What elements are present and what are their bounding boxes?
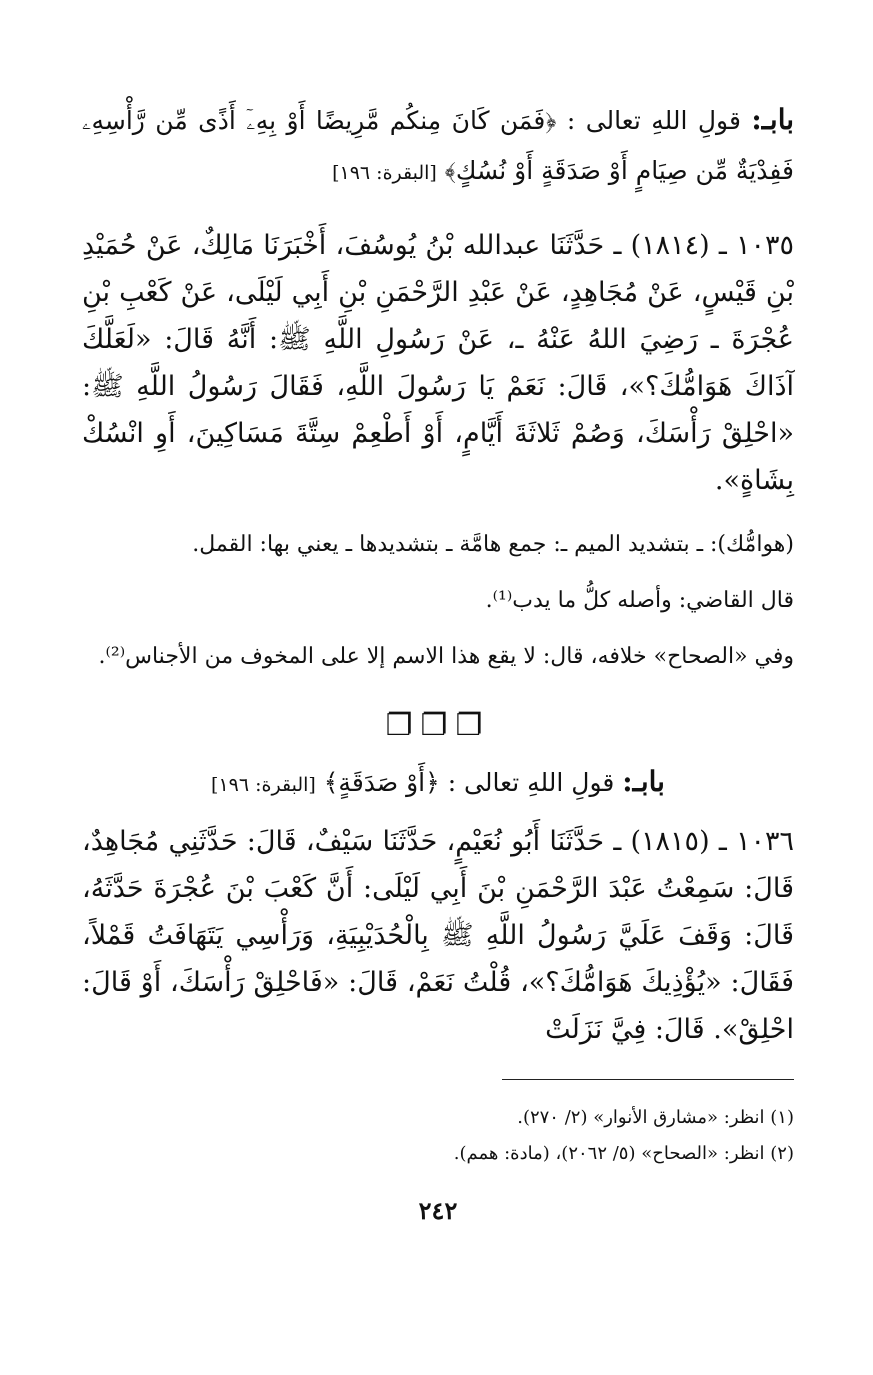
hadith-1036: ١٠٣٦ ـ (١٨١٥) ـ حَدَّثَنَا أَبُو نُعَيْمٍ، حَدَّثَنَا سَيْفٌ، قَالَ: حَدَّثَنِي مُجَاهِدٌ، قَالَ: سَمِعْتُ عَبْدَ الرَّحْمَنِ بْنَ أَبِي لَيْلَى: أَنَّ كَعْبَ بْنَ عُجْرَةَ حَدَّثَهُ، قَالَ: وَقَفَ عَلَيَّ رَسُولُ اللَّهِ ﷺ بِالْحُدَيْبِيَةِ، وَرَأْسِي يَتَهَافَتُ قَمْلاً، فَقَالَ: «يُؤْذِيكَ هَوَامُّكَ؟»، قُلْتُ نَعَمْ، قَالَ: «فَاحْلِقْ رَأْسَكَ، أَوْ قَالَ: احْلِقْ». قَالَ: فِيَّ نَزَلَتْ (82, 826, 795, 1045)
footnote-2: (٢) انظر: «الصحاح» (٥/ ٢٠٦٢)، (مادة: همم). (453, 1143, 794, 1164)
footnotes (82, 1100, 794, 1172)
note-sihah: وفي «الصحاح» خلافه، قال: لا يقع هذا الاسم إلا على المخوف من الأجناس⁽²⁾. (98, 644, 794, 669)
chapter-label: بابـ: (622, 765, 665, 798)
chapter-heading-1 (82, 95, 794, 198)
page-number: ٢٤٢ (418, 1196, 458, 1225)
chapter-label: بابـ: (751, 103, 795, 136)
verse-reference: [البقرة: ١٩٦] (211, 774, 316, 796)
quran-verse: ﴿فَمَن كَانَ مِنكُم مَّرِيضًا أَوْ بِهِۦٓ أَذًى مِّن رَّأْسِهِۦ فَفِدْيَةٌ مِّن صِيَامٍ أَوْ صَدَقَةٍ أَوْ نُسُكٍ﴾ (82, 106, 794, 185)
hadith-1035: ١٠٣٥ ـ (١٨١٤) ـ حَدَّثَنَا عبدالله بْنُ يُوسُفَ، أَخْبَرَنَا مَالِكٌ، عَنْ حُمَيْدِ بْنِ قَيْسٍ، عَنْ مُجَاهِدٍ، عَنْ عَبْدِ الرَّحْمَنِ بْنِ أَبِي لَيْلَى، عَنْ كَعْبِ بْنِ عُجْرَةَ ـ رَضِيَ اللهُ عَنْهُ ـ، عَنْ رَسُولِ اللَّهِ ﷺ: أَنَّهُ قَالَ: «لَعَلَّكَ آذَاكَ هَوَامُّكَ؟»، قَالَ: نَعَمْ يَا رَسُولَ اللَّهِ، فَقَالَ رَسُولُ اللَّهِ ﷺ: «احْلِقْ رَأْسَكَ، وَصُمْ ثَلاثَةَ أَيَّامٍ، أَوْ أَطْعِمْ سِتَّةَ مَسَاكِينَ، أَوِ انْسُكْ بِشَاةٍ». (82, 230, 794, 496)
chapter-intro: قولِ اللهِ تعالى : (447, 768, 615, 797)
book-page (82, 95, 794, 1225)
quran-verse: ﴿أَوْ صَدَقَةٍ﴾ (323, 768, 440, 797)
note-hawam: (هوامُّك): ـ بتشديد الميم ـ: جمع هامَّة ـ بتشديدها ـ يعني بها: القمل. (192, 532, 794, 557)
note-qadi: قال القاضي: وأصله كلُّ ما يدب⁽¹⁾. (485, 588, 794, 613)
chapter-intro: قولِ اللهِ تعالى : (566, 106, 741, 135)
footnote-divider (502, 1079, 794, 1080)
section-separator: ❐❐❐ (385, 708, 491, 743)
verse-reference: [البقرة: ١٩٦] (332, 162, 437, 184)
footnote-1: (١) انظر: «مشارق الأنوار» (٢/ ٢٧٠). (517, 1107, 794, 1128)
chapter-heading-2 (82, 757, 794, 810)
